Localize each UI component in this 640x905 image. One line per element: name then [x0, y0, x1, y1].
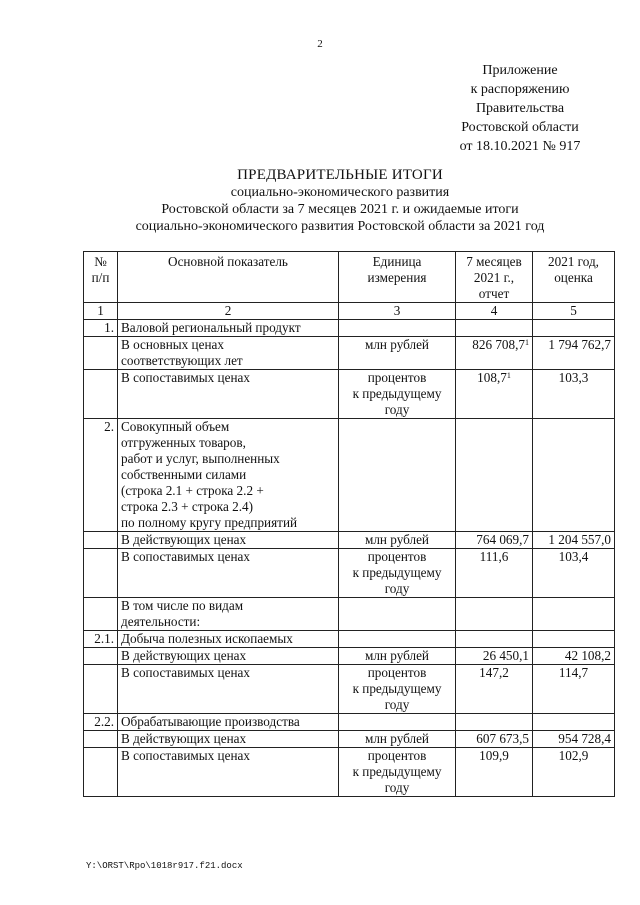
value-7-months: [456, 598, 533, 631]
value-7-months: [456, 549, 533, 598]
value-7-months: [456, 731, 533, 748]
value-text: 764 069,7: [476, 532, 529, 547]
page-number: 2: [317, 38, 323, 50]
unit-of-measure: [339, 714, 456, 731]
value-7-months: [456, 532, 533, 549]
table-row: [84, 320, 615, 337]
unit-of-measure: [339, 731, 456, 748]
value-text: 607 673,5: [476, 731, 529, 746]
unit-line: году: [384, 780, 410, 795]
indicator-name: [118, 419, 339, 532]
indicator-line: работ и услуг, выполненных: [121, 451, 280, 466]
value-7-months: [456, 665, 533, 714]
table-row: [84, 665, 615, 714]
table-row: [84, 731, 615, 748]
value-text: 111,6: [479, 549, 509, 564]
unit-line: млн рублей: [365, 648, 429, 663]
row-number: [84, 532, 118, 549]
indicator-line: Валовой региональный продукт: [121, 320, 301, 335]
indicator-line: отгруженных товаров,: [121, 435, 246, 450]
unit-of-measure: [339, 665, 456, 714]
value-7-months: [456, 748, 533, 797]
indicator-name: [118, 598, 339, 631]
value-2021-estimate: 103,4: [533, 549, 615, 598]
row-number: [84, 731, 118, 748]
value-2021-estimate: [533, 631, 615, 648]
appendix-line: от 18.10.2021 № 917: [459, 139, 581, 154]
unit-of-measure: [339, 648, 456, 665]
unit-line: процентов: [367, 748, 427, 763]
unit-line: млн рублей: [365, 731, 429, 746]
header-no: № п/п: [84, 252, 118, 303]
indicator-name: [118, 532, 339, 549]
row-number: [84, 370, 118, 419]
indicator-name: [118, 370, 339, 419]
unit-of-measure: [339, 320, 456, 337]
indicator-line: Обрабатывающие производства: [121, 714, 300, 729]
row-number: 2.: [84, 419, 118, 532]
value-text: 26 450,1: [482, 648, 529, 663]
footnote-mark: 1: [525, 338, 529, 347]
value-2021-estimate: [533, 598, 615, 631]
indicator-line: В сопоставимых ценах: [121, 665, 250, 680]
value-7-months: [456, 320, 533, 337]
value-text: 826 708,7: [472, 337, 525, 352]
header-unit: Единица измерения: [339, 252, 456, 303]
unit-of-measure: [339, 532, 456, 549]
unit-line: к предыдущему: [352, 681, 442, 696]
title-line: Ростовской области за 7 месяцев 2021 г. и ожидаемые итоги: [161, 202, 519, 217]
table-row: [84, 631, 615, 648]
row-number: [84, 549, 118, 598]
appendix-line: Приложение: [482, 63, 558, 78]
indicator-line: строка 2.3 + строка 2.4): [121, 499, 254, 514]
unit-line: млн рублей: [365, 337, 429, 352]
unit-line: к предыдущему: [352, 764, 442, 779]
row-number: 1.: [84, 320, 118, 337]
unit-line: году: [384, 581, 410, 596]
table-row: [84, 549, 615, 598]
row-number: [84, 337, 118, 370]
column-number: 3: [339, 303, 456, 320]
title-line: социально-экономического развития: [230, 185, 450, 200]
indicator-line: деятельности:: [121, 614, 201, 629]
unit-of-measure: [339, 748, 456, 797]
unit-of-measure: [339, 370, 456, 419]
table-row: [84, 370, 615, 419]
table-row: [84, 748, 615, 797]
indicator-line: собственными силами: [121, 467, 247, 482]
value-7-months: [456, 714, 533, 731]
unit-of-measure: [339, 549, 456, 598]
indicator-line: соответствующих лет: [121, 353, 243, 368]
appendix-block: [430, 61, 610, 156]
row-number: [84, 665, 118, 714]
indicator-name: [118, 320, 339, 337]
table-row: [84, 419, 615, 532]
column-number: 1: [84, 303, 118, 320]
value-2021-estimate: 114,7: [533, 665, 615, 714]
value-2021-estimate: 103,3: [533, 370, 615, 419]
indicator-line: В действующих ценах: [121, 731, 247, 746]
value-2021-estimate: 42 108,2: [533, 648, 615, 665]
table-row: [84, 337, 615, 370]
value-text: 108,7: [477, 370, 507, 385]
header-7-months: 7 месяцев 2021 г., отчет: [456, 252, 533, 303]
header-indicator: Основной показатель: [118, 252, 339, 303]
document-title: [80, 167, 600, 235]
indicator-line: В основных ценах: [121, 337, 224, 352]
table-row: [84, 598, 615, 631]
indicator-line: В сопоставимых ценах: [121, 370, 250, 385]
value-2021-estimate: 954 728,4: [533, 731, 615, 748]
indicator-name: [118, 549, 339, 598]
header-year-estimate: 2021 год, оценка: [533, 252, 615, 303]
indicator-name: [118, 631, 339, 648]
column-numbers-row: [84, 303, 615, 320]
file-path-footer: Y:\ORST\Rpo\1018r917.f21.docx: [86, 861, 243, 871]
value-2021-estimate: 102,9: [533, 748, 615, 797]
unit-line: процентов: [367, 370, 427, 385]
footnote-mark: 1: [506, 371, 511, 380]
unit-of-measure: [339, 337, 456, 370]
indicator-line: Совокупный объем: [121, 419, 230, 434]
title-main: ПРЕДВАРИТЕЛЬНЫЕ ИТОГИ: [237, 167, 443, 183]
table-row: [84, 648, 615, 665]
value-7-months: [456, 370, 533, 419]
table-row: [84, 714, 615, 731]
table-row: [84, 532, 615, 549]
value-2021-estimate: [533, 714, 615, 731]
value-7-months: [456, 648, 533, 665]
column-number: 4: [456, 303, 533, 320]
value-7-months: [456, 337, 533, 370]
indicators-table: [83, 251, 615, 797]
indicator-name: [118, 337, 339, 370]
table-header-row: [84, 252, 615, 303]
indicator-line: В сопоставимых ценах: [121, 549, 250, 564]
indicator-line: (строка 2.1 + строка 2.2 +: [121, 483, 264, 498]
indicator-name: [118, 714, 339, 731]
unit-line: году: [384, 402, 410, 417]
column-number: 2: [118, 303, 339, 320]
unit-line: году: [384, 697, 410, 712]
value-7-months: [456, 631, 533, 648]
unit-line: к предыдущему: [352, 386, 442, 401]
value-2021-estimate: [533, 419, 615, 532]
unit-line: к предыдущему: [352, 565, 442, 580]
indicator-name: [118, 648, 339, 665]
appendix-line: Правительства: [475, 101, 565, 116]
unit-line: процентов: [367, 665, 427, 680]
appendix-line: к распоряжению: [470, 82, 570, 97]
value-text: 109,9: [479, 748, 509, 763]
indicator-line: В сопоставимых ценах: [121, 748, 250, 763]
indicator-line: Добыча полезных ископаемых: [121, 631, 293, 646]
indicator-line: В действующих ценах: [121, 532, 247, 547]
value-2021-estimate: 1 794 762,7: [533, 337, 615, 370]
indicator-name: [118, 731, 339, 748]
unit-of-measure: [339, 598, 456, 631]
row-number: [84, 748, 118, 797]
indicator-name: [118, 665, 339, 714]
appendix-line: Ростовской области: [461, 120, 579, 135]
row-number: 2.1.: [84, 631, 118, 648]
indicator-line: по полному кругу предприятий: [121, 515, 298, 530]
unit-line: процентов: [367, 549, 427, 564]
indicator-line: В том числе по видам: [121, 598, 244, 613]
unit-of-measure: [339, 631, 456, 648]
value-2021-estimate: [533, 320, 615, 337]
row-number: [84, 648, 118, 665]
indicator-line: В действующих ценах: [121, 648, 247, 663]
unit-of-measure: [339, 419, 456, 532]
value-7-months: [456, 419, 533, 532]
unit-line: млн рублей: [365, 532, 429, 547]
title-line: социально-экономического развития Ростовской области за 2021 год: [135, 219, 545, 234]
row-number: 2.2.: [84, 714, 118, 731]
indicator-name: [118, 748, 339, 797]
row-number: [84, 598, 118, 631]
column-number: 5: [533, 303, 615, 320]
value-text: 147,2: [479, 665, 509, 680]
value-2021-estimate: 1 204 557,0: [533, 532, 615, 549]
